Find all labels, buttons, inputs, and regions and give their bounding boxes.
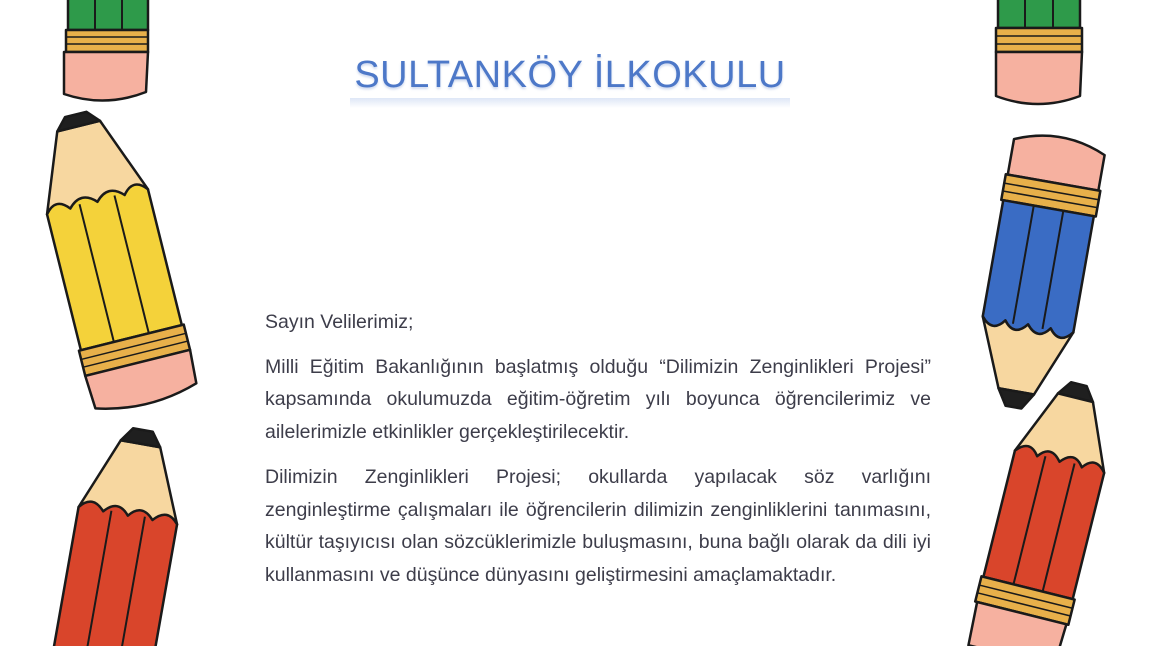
school-title: SULTANKÖY İLKOKULU xyxy=(290,54,850,97)
blue-pencil-icon xyxy=(966,129,1108,416)
yellow-pencil-icon xyxy=(23,101,200,416)
green-pencil-icon xyxy=(64,0,148,101)
green-pencil-icon xyxy=(996,0,1082,104)
letter-body xyxy=(265,306,931,604)
paragraph-2: Dilimizin Zenginlikleri Projesi; okullarda yapılacak söz varlığını zenginleştirme çalışmaları ile öğrencilerin dilimizin zenginliklerini tanımasını, kültür taşıyıcısı olan sözcüklerimizle buluşmasını, buna bağlı olarak da dili iyi kullanmasını ve düşünce dünyasını geliştirmesini amaçlamaktadır. xyxy=(265,466,931,586)
greeting-line: Sayın Velilerimiz; xyxy=(265,311,414,333)
right-pencil-border xyxy=(960,0,1150,646)
red-pencil-icon xyxy=(46,421,192,646)
red-pencil-icon xyxy=(965,373,1126,646)
paragraph-1: Milli Eğitim Bakanlığının başlatmış olduğu “Dilimizin Zenginlikleri Projesi” kapsamında okulumuzda eğitim-öğretim yılı boyunca öğrencilerimiz ve ailelerimizle etkinlikler gerçekleştirilecektir. xyxy=(265,355,931,443)
left-pencil-border xyxy=(0,0,200,646)
